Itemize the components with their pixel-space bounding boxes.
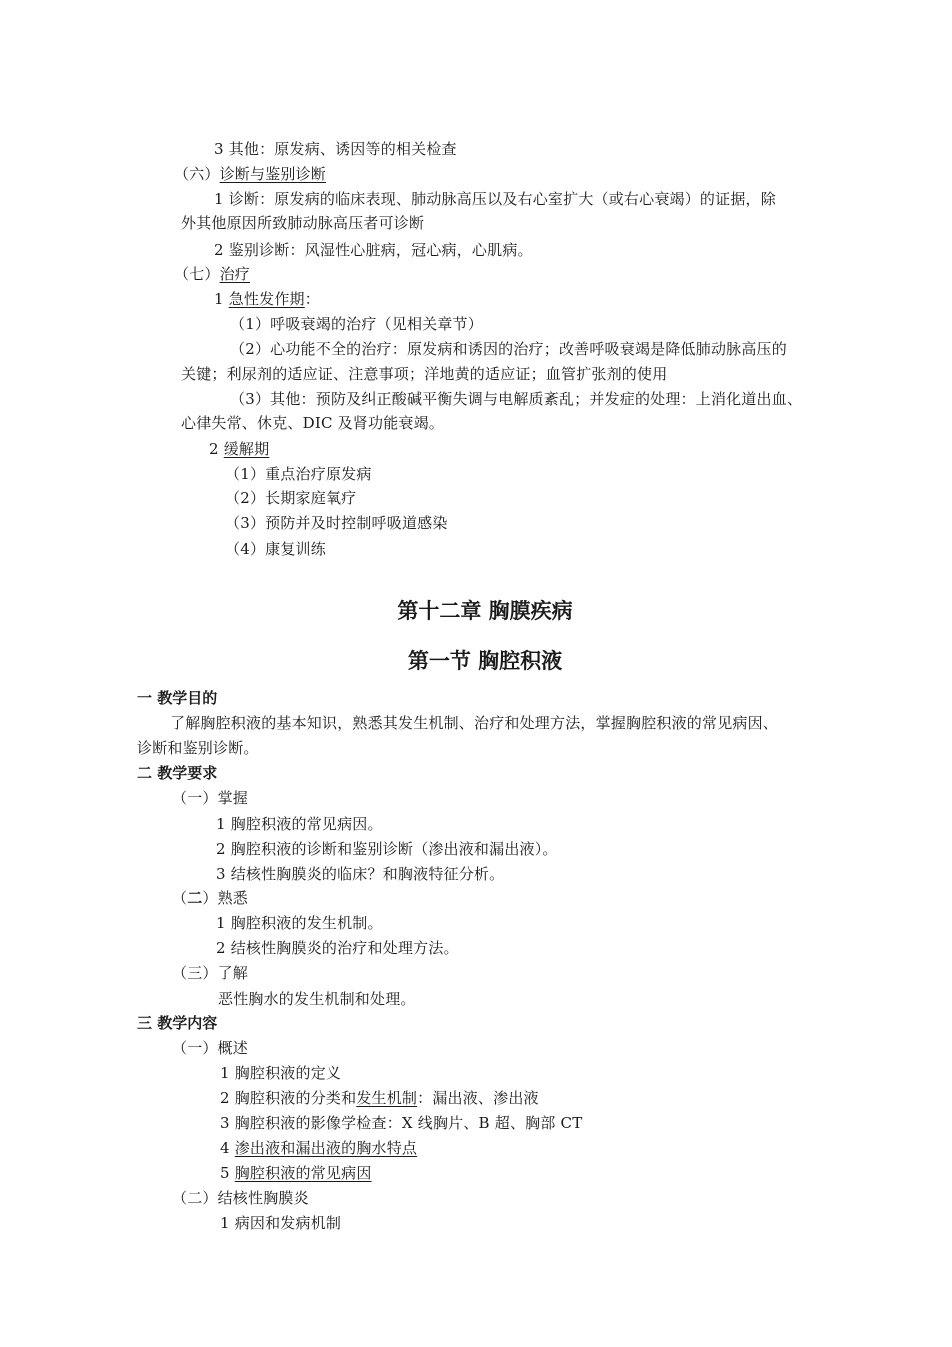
list-item: 2 结核性胸膜炎的治疗和处理方法。 [216, 939, 459, 957]
group-heading: （三）了解 [172, 964, 249, 982]
paren-open: （ [172, 889, 188, 907]
list-item: （3）预防并及时控制呼吸道感染 [225, 514, 448, 532]
item-text: 2 胸腔积液的分类和 [220, 1089, 357, 1107]
list-item: 1 胸腔积液的常见病因。 [216, 815, 383, 833]
acute-phase-label: 急性发作期 [228, 290, 305, 308]
list-item: 恶性胸水的发生机制和处理。 [218, 990, 416, 1008]
group-label: ）熟悉 [202, 889, 249, 907]
effusion-features-label: 渗出液和漏出液的胸水特点 [234, 1139, 418, 1157]
list-item [220, 1138, 417, 1158]
heading-treatment-label: 治疗 [219, 265, 251, 283]
heading-number: （七） [174, 265, 220, 283]
chapter-title: 第十二章 胸膜疾病 [397, 599, 573, 623]
text-line: 3 其他：原发病、诱因等的相关检查 [214, 140, 457, 158]
group-heading: （一）概述 [172, 1039, 249, 1057]
requirements-heading: 二 教学要求 [137, 764, 218, 782]
text-line [214, 289, 320, 309]
list-item: 1 胸腔积液的定义 [220, 1064, 342, 1082]
item-colon: ： [304, 290, 320, 308]
text-line: 心律失常、休克、DIC 及肾功能衰竭。 [181, 414, 444, 432]
text-line: 1 诊断：原发病的临床表现、肺动脉高压以及右心室扩大（或右心衰竭）的证据，除 [214, 190, 776, 208]
text-line: 2 鉴别诊断：风湿性心脏病，冠心病，心肌病。 [214, 241, 533, 259]
text-line: 关键；利尿剂的适应证、注意事项；洋地黄的适应证；血管扩张剂的使用 [181, 365, 668, 383]
heading-number: （六） [174, 165, 220, 183]
content-heading: 三 教学内容 [137, 1014, 218, 1032]
item-number: 2 [209, 440, 224, 458]
heading-diagnosis-label: 诊断与鉴别诊断 [219, 165, 327, 183]
text-line [209, 439, 269, 459]
paragraph-line: 了解胸腔积液的基本知识，熟悉其发生机制、治疗和处理方法，掌握胸腔积液的常见病因、 [170, 714, 779, 732]
remission-phase-label: 缓解期 [223, 440, 270, 458]
common-causes-label: 胸腔积液的常见病因 [234, 1164, 372, 1182]
list-item: 1 病因和发病机制 [220, 1214, 342, 1232]
text-line: （2）心功能不全的治疗：原发病和诱因的治疗；改善呼吸衰竭是降低肺动脉高压的 [230, 340, 787, 358]
text-line: （3）其他：预防及纠正酸碱平衡失调与电解质紊乱；并发症的处理：上消化道出血、 [230, 390, 803, 408]
group-heading: （一）掌握 [172, 789, 249, 807]
list-item: 2 胸腔积液的诊断和鉴别诊断（渗出液和漏出液）。 [216, 840, 558, 858]
list-item [220, 1088, 539, 1108]
objectives-heading: 一 教学目的 [137, 689, 218, 707]
item-number: 4 [220, 1139, 235, 1157]
paragraph-line: 诊断和鉴别诊断。 [137, 739, 259, 757]
item-number: 5 [220, 1164, 235, 1182]
subsection-heading-diagnosis [174, 164, 326, 184]
mechanism-label: 发生机制 [356, 1089, 418, 1107]
section-title: 第一节 胸腔积液 [407, 649, 563, 673]
text-line: 外其他原因所致肺动脉高压者可诊断 [181, 214, 425, 232]
group-heading: （二）结核性胸膜炎 [172, 1189, 309, 1207]
list-item: （4）康复训练 [225, 540, 326, 558]
item-text: ：漏出液、渗出液 [417, 1089, 539, 1107]
list-item: 1 胸腔积液的发生机制。 [216, 914, 383, 932]
item-number: 1 [214, 290, 229, 308]
list-item: （2）长期家庭氧疗 [225, 489, 357, 507]
group-heading [172, 888, 248, 908]
text-line: （1）呼吸衰竭的治疗（见相关章节） [230, 315, 483, 333]
list-item [220, 1163, 372, 1183]
list-item: （1）重点治疗原发病 [225, 465, 372, 483]
list-item: 3 结核性胸膜炎的临床？和胸液特征分析。 [216, 865, 505, 883]
list-item: 3 胸腔积液的影像学检查：X 线胸片、B 超、胸部 CT [220, 1114, 583, 1132]
subsection-heading-treatment [174, 264, 250, 284]
group-number: 二 [187, 889, 203, 907]
